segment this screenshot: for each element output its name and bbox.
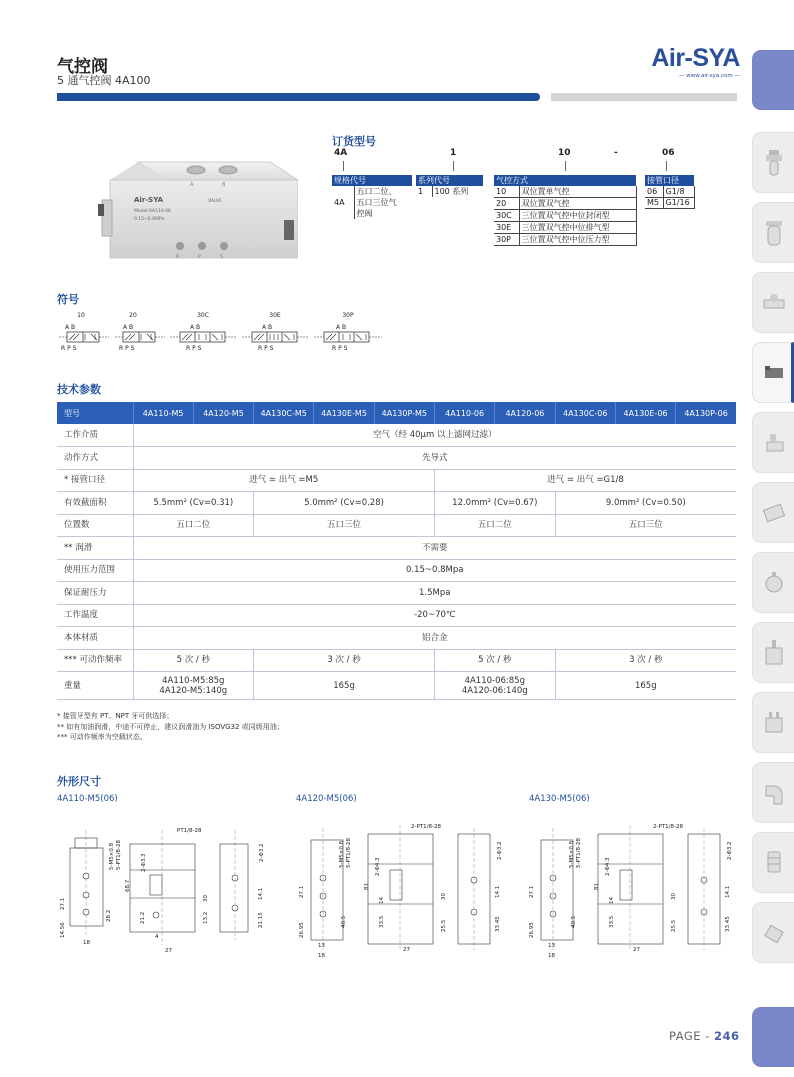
spec-model: 4A130P-M5 — [374, 402, 434, 424]
page-number — [669, 1029, 740, 1043]
drawing-label: 4A110-M5(06) — [57, 794, 118, 804]
series-code-value: 1 — [416, 186, 432, 197]
dim-annotation: 28.2 — [106, 909, 112, 922]
spec-value: 5.0mm² (Cv=0.28) — [254, 492, 435, 515]
dim-annotation: 68.7 — [125, 879, 131, 892]
dim-annotation: 4 — [155, 934, 159, 940]
control-mode-code: 10 — [494, 186, 519, 198]
footnote: * 接管牙型有 PT、NPT 牙可供选择； — [57, 712, 174, 720]
drawing-label: 4A130-M5(06) — [529, 794, 590, 804]
dim-annotation: 26.95 — [529, 922, 535, 938]
dim-annotation: 14 — [379, 897, 385, 904]
symbol-code: 30C — [197, 312, 209, 319]
spec-value: 9.0mm² (Cv=0.50) — [555, 492, 736, 515]
spec-value: 进气 = 出气 =M5 — [133, 469, 434, 492]
side-tab-silencer[interactable] — [752, 832, 794, 893]
fluid-valve-icon — [763, 568, 785, 598]
photo-label-pressure: 0.15~0.8MPa — [134, 217, 165, 222]
spec-label: 动作方式 — [57, 447, 133, 470]
side-tab-filter[interactable] — [752, 132, 794, 193]
dim-annotation: 2-Φ3.2 — [497, 841, 503, 860]
spec-label: *** 可动作频率 — [57, 649, 133, 672]
dim-annotation: PT1/8-28 — [177, 828, 202, 834]
valve-icon — [763, 358, 785, 388]
spec-label: 位置数 — [57, 514, 133, 537]
dim-annotation: 33.5 — [609, 915, 615, 928]
dimensions-title: 外形尺寸 — [57, 775, 101, 788]
order-code-control: 10 — [558, 148, 571, 158]
spec-value-weight — [133, 672, 254, 700]
dim-annotation: 14.1 — [725, 885, 731, 898]
spec-value: 5 次 / 秒 — [133, 649, 254, 672]
symbol-ports-top: A B — [123, 324, 134, 331]
symbol-20 — [115, 312, 171, 354]
spec-model: 4A130E-M5 — [314, 402, 374, 424]
spec-value: 五口二位 — [133, 514, 254, 537]
symbol-ports-bottom: R P S — [258, 345, 274, 352]
dim-annotation: 25.5 — [441, 919, 447, 932]
control-mode-code: 30E — [494, 222, 519, 234]
spec-label: * 接管口径 — [57, 469, 133, 492]
spec-value-weight — [434, 672, 555, 700]
dim-annotation: 5-M5×0.8 — [339, 840, 345, 868]
dim-annotation: 33.45 — [495, 916, 501, 932]
spec-model: 4A130P-06 — [676, 402, 736, 424]
hand-valve-icon — [763, 638, 785, 668]
spec-value: 165g — [555, 672, 736, 700]
side-tab-accessory[interactable] — [752, 902, 794, 963]
header-bar-gray — [551, 93, 737, 101]
spec-code-desc: 五口二位、 — [356, 187, 397, 196]
symbol-code: 30P — [342, 312, 354, 319]
dim-annotation: 27 — [165, 948, 172, 954]
spec-weight-line: 4A110-06:85g — [464, 675, 525, 686]
spec-value: 5.5mm² (Cv=0.31) — [133, 492, 254, 515]
order-code-series: 1 — [450, 148, 457, 158]
side-tab-manifold[interactable] — [752, 482, 794, 543]
spec-value: 进气 = 出气 =G1/8 — [434, 469, 736, 492]
elbow-fitting-icon — [763, 778, 785, 808]
dimension-drawing-4a130 — [523, 820, 738, 960]
drawing-label: 4A120-M5(06) — [296, 794, 357, 804]
dim-annotation: 21.15 — [258, 912, 264, 928]
series-code-header: 系列代号 — [416, 175, 484, 186]
dim-annotation: 13 — [318, 943, 325, 949]
port-size-table — [645, 175, 695, 209]
side-tab-mechanical-valve[interactable] — [752, 692, 794, 753]
spec-value: 3 次 / 秒 — [254, 649, 435, 672]
page-prefix: PAGE - — [669, 1029, 715, 1043]
spec-weight-line: 4A120-06:140g — [461, 685, 528, 696]
series-code-table — [416, 175, 484, 197]
spec-value: 不需要 — [133, 537, 736, 560]
page-title: 气控阀 — [57, 57, 108, 77]
port-size-desc: G1/8 — [663, 186, 695, 197]
dim-annotation: 5-PT1/8-28 — [346, 838, 352, 868]
spec-table — [57, 402, 736, 700]
control-mode-header: 气控方式 — [494, 175, 637, 186]
brand-url: — www.air-sya.com — — [678, 73, 740, 79]
dim-annotation: 13 — [548, 943, 555, 949]
spec-label: 工作温度 — [57, 604, 133, 627]
photo-port-b: B — [222, 182, 226, 188]
spec-model: 4A110-06 — [434, 402, 494, 424]
spec-code-header: 规格代号 — [332, 175, 413, 186]
silencer-icon — [763, 848, 785, 878]
spec-value: 12.0mm² (Cv=0.67) — [434, 492, 555, 515]
footnote: ** 如有加油润滑，中途不可停止，建议润滑油为 ISOVG32 或同级用油； — [57, 722, 284, 731]
photo-port-a: A — [190, 182, 194, 188]
footnotes — [57, 711, 284, 743]
fitting-icon — [763, 288, 785, 318]
control-mode-desc: 双位置双气控 — [519, 198, 637, 210]
order-code-spec: 4A — [334, 148, 348, 158]
side-category-tabs — [752, 132, 794, 1004]
dimension-drawing-4a120 — [293, 820, 508, 960]
symbol-ports-bottom: R P S — [186, 345, 202, 352]
control-mode-table — [494, 175, 637, 246]
control-mode-code: 20 — [494, 198, 519, 210]
spec-label: 重量 — [57, 672, 133, 700]
spec-header-model: 型号 — [57, 402, 133, 424]
side-tab-elbow[interactable] — [752, 762, 794, 823]
dim-annotation: 5-PT1/8-28 — [576, 838, 582, 868]
order-connector — [453, 161, 454, 171]
spec-value: 五口二位 — [434, 514, 555, 537]
dim-annotation: 30 — [203, 895, 209, 902]
symbol-ports-bottom: R P S — [119, 345, 135, 352]
dim-annotation: 30 — [441, 893, 447, 900]
control-mode-desc: 双位置单气控 — [519, 186, 637, 198]
dim-annotation: 81 — [364, 883, 370, 890]
header-bar-blue — [57, 93, 540, 101]
dim-annotation: 2-Φ3.2 — [727, 841, 733, 860]
side-tab-hand-valve[interactable] — [752, 622, 794, 683]
symbol-code: 20 — [129, 312, 137, 319]
symbol-code: 10 — [77, 312, 85, 319]
mechanical-valve-icon — [763, 708, 785, 738]
dim-annotation: 18 — [318, 953, 325, 959]
side-tab-fluid-valve[interactable] — [752, 552, 794, 613]
dim-annotation: 14.1 — [258, 887, 264, 900]
dim-annotation: 33.5 — [379, 915, 385, 928]
order-code-dash: - — [614, 148, 618, 158]
spec-label: 使用压力范围 — [57, 559, 133, 582]
order-connector — [565, 161, 566, 171]
order-connector — [666, 161, 667, 171]
spec-value: 0.15~0.8Mpa — [133, 559, 736, 582]
dim-annotation: 2-PT1/8-28 — [653, 824, 683, 830]
spec-label: 本体材质 — [57, 627, 133, 650]
spec-model: 4A110-M5 — [133, 402, 193, 424]
side-tab-bottom[interactable] — [752, 1007, 794, 1067]
dim-annotation: 30 — [671, 893, 677, 900]
order-connector — [343, 161, 344, 171]
dim-annotation: 14.56 — [60, 922, 66, 938]
dim-annotation: 27 — [403, 947, 410, 953]
spec-code-desc: 控阀 — [356, 209, 373, 218]
spec-weight-line: 4A110-M5:85g — [162, 675, 225, 686]
dim-annotation: 2-Φ4.3 — [605, 857, 611, 876]
dim-annotation: 40.5 — [571, 915, 577, 928]
dim-annotation: 2-Φ4.3 — [375, 857, 381, 876]
dim-annotation: 5-PT1/8-28 — [116, 840, 122, 870]
symbol-30c — [168, 312, 238, 354]
dim-annotation: 5-M5×0.8 — [109, 842, 115, 870]
dim-annotation: 81 — [594, 883, 600, 890]
spec-model: 4A120-06 — [495, 402, 555, 424]
spec-value: 先导式 — [133, 447, 736, 470]
spec-model: 4A130E-06 — [615, 402, 675, 424]
dim-annotation: 27.1 — [529, 885, 535, 898]
dim-annotation: 14.1 — [495, 885, 501, 898]
order-code-title: 订货型号 — [332, 135, 376, 148]
page-subtitle: 5 通气控阀 4A100 — [57, 74, 151, 87]
side-tab-lubricator[interactable] — [752, 202, 794, 263]
spec-code-value: 4A — [332, 186, 354, 219]
dim-annotation: 33.45 — [725, 916, 731, 932]
dim-annotation: 40.5 — [341, 915, 347, 928]
dim-annotation: 2-Φ3.3 — [141, 853, 147, 872]
symbol-ports-top: A B — [336, 324, 347, 331]
symbol-ports-top: A B — [65, 324, 76, 331]
spec-value: 五口三位 — [254, 514, 435, 537]
spec-model: 4A120-M5 — [193, 402, 253, 424]
photo-port-r: R — [176, 254, 180, 260]
dim-annotation: 27 — [633, 947, 640, 953]
dim-annotation: 18 — [548, 953, 555, 959]
filter-regulator-icon — [763, 148, 785, 178]
dim-annotation: 27.1 — [299, 885, 305, 898]
photo-port-s: S — [220, 254, 224, 260]
port-size-header: 接管口径 — [645, 175, 695, 186]
spec-value: 165g — [254, 672, 435, 700]
dim-annotation: 27.1 — [60, 897, 66, 910]
symbol-30p — [312, 312, 384, 354]
side-tab-fitting[interactable] — [752, 272, 794, 333]
dim-annotation: 2-Φ3.2 — [259, 843, 265, 862]
symbol-ports-bottom: R P S — [332, 345, 348, 352]
solenoid-icon — [763, 428, 785, 458]
spec-value: 3 次 / 秒 — [555, 649, 736, 672]
side-tab-top[interactable] — [752, 50, 794, 110]
control-mode-desc: 三位置双气控中位压力型 — [519, 234, 637, 246]
symbol-ports-bottom: R P S — [61, 345, 77, 352]
control-mode-code: 30C — [494, 210, 519, 222]
spec-code-desc: 五口三位气 — [356, 198, 397, 207]
lubricator-icon — [763, 218, 785, 248]
photo-label-model: Model:4A110-06 — [134, 209, 171, 214]
brand-logo — [648, 44, 740, 80]
photo-label-brand: Air-SYA — [134, 196, 164, 204]
dim-annotation: 5-M5×0.8 — [569, 840, 575, 868]
valve-product-photo — [98, 158, 298, 263]
dim-annotation: 2-PT1/8-28 — [411, 824, 441, 830]
spec-label: 工作介质 — [57, 424, 133, 447]
port-size-code: 06 — [645, 186, 663, 197]
spec-code-table — [332, 175, 413, 219]
spec-label: ** 润滑 — [57, 537, 133, 560]
dim-annotation: 13.2 — [203, 911, 209, 924]
control-mode-desc: 三位置双气控中位排气型 — [519, 222, 637, 234]
spec-model: 4A130C-M5 — [254, 402, 314, 424]
brand-name: Air-SYA — [651, 44, 740, 72]
photo-label-valve: VALVE — [208, 199, 222, 204]
specs-title: 技术参数 — [57, 383, 101, 396]
series-code-desc: 100 系列 — [434, 187, 469, 196]
side-tab-solenoid[interactable] — [752, 412, 794, 473]
order-code-port: 06 — [662, 148, 675, 158]
symbol-code: 30E — [269, 312, 281, 319]
page-number-value: 246 — [714, 1029, 740, 1043]
port-size-desc: G1/16 — [663, 197, 695, 208]
accessory-icon — [763, 918, 785, 948]
dim-annotation: 25.5 — [671, 919, 677, 932]
spec-label: 有效截面积 — [57, 492, 133, 515]
dim-annotation: 21.2 — [140, 911, 146, 924]
spec-value: -20~70℃ — [133, 604, 736, 627]
spec-label: 保证耐压力 — [57, 582, 133, 605]
dimension-drawing-4a110 — [55, 820, 270, 960]
side-tab-valve[interactable] — [752, 342, 794, 403]
footnote: *** 可动作频率为空载状态。 — [57, 733, 147, 741]
spec-model: 4A130C-06 — [555, 402, 615, 424]
spec-value: 空气（经 40μm 以上滤网过滤） — [133, 424, 736, 447]
symbol-ports-top: A B — [262, 324, 273, 331]
symbol-30e — [240, 312, 310, 354]
manifold-icon — [763, 498, 785, 528]
symbols-title: 符号 — [57, 293, 79, 306]
port-size-code: M5 — [645, 197, 663, 208]
control-mode-desc: 三位置双气控中位封闭型 — [519, 210, 637, 222]
spec-value: 5 次 / 秒 — [434, 649, 555, 672]
spec-value: 1.5Mpa — [133, 582, 736, 605]
dim-annotation: 14 — [609, 897, 615, 904]
dim-annotation: 26.95 — [299, 922, 305, 938]
spec-weight-line: 4A120-M5:140g — [159, 685, 228, 696]
symbol-ports-top: A B — [190, 324, 201, 331]
spec-value: 五口三位 — [555, 514, 736, 537]
photo-port-p: P — [198, 254, 202, 260]
control-mode-code: 30P — [494, 234, 519, 246]
spec-value: 铝合金 — [133, 627, 736, 650]
dim-annotation: 18 — [83, 940, 90, 946]
